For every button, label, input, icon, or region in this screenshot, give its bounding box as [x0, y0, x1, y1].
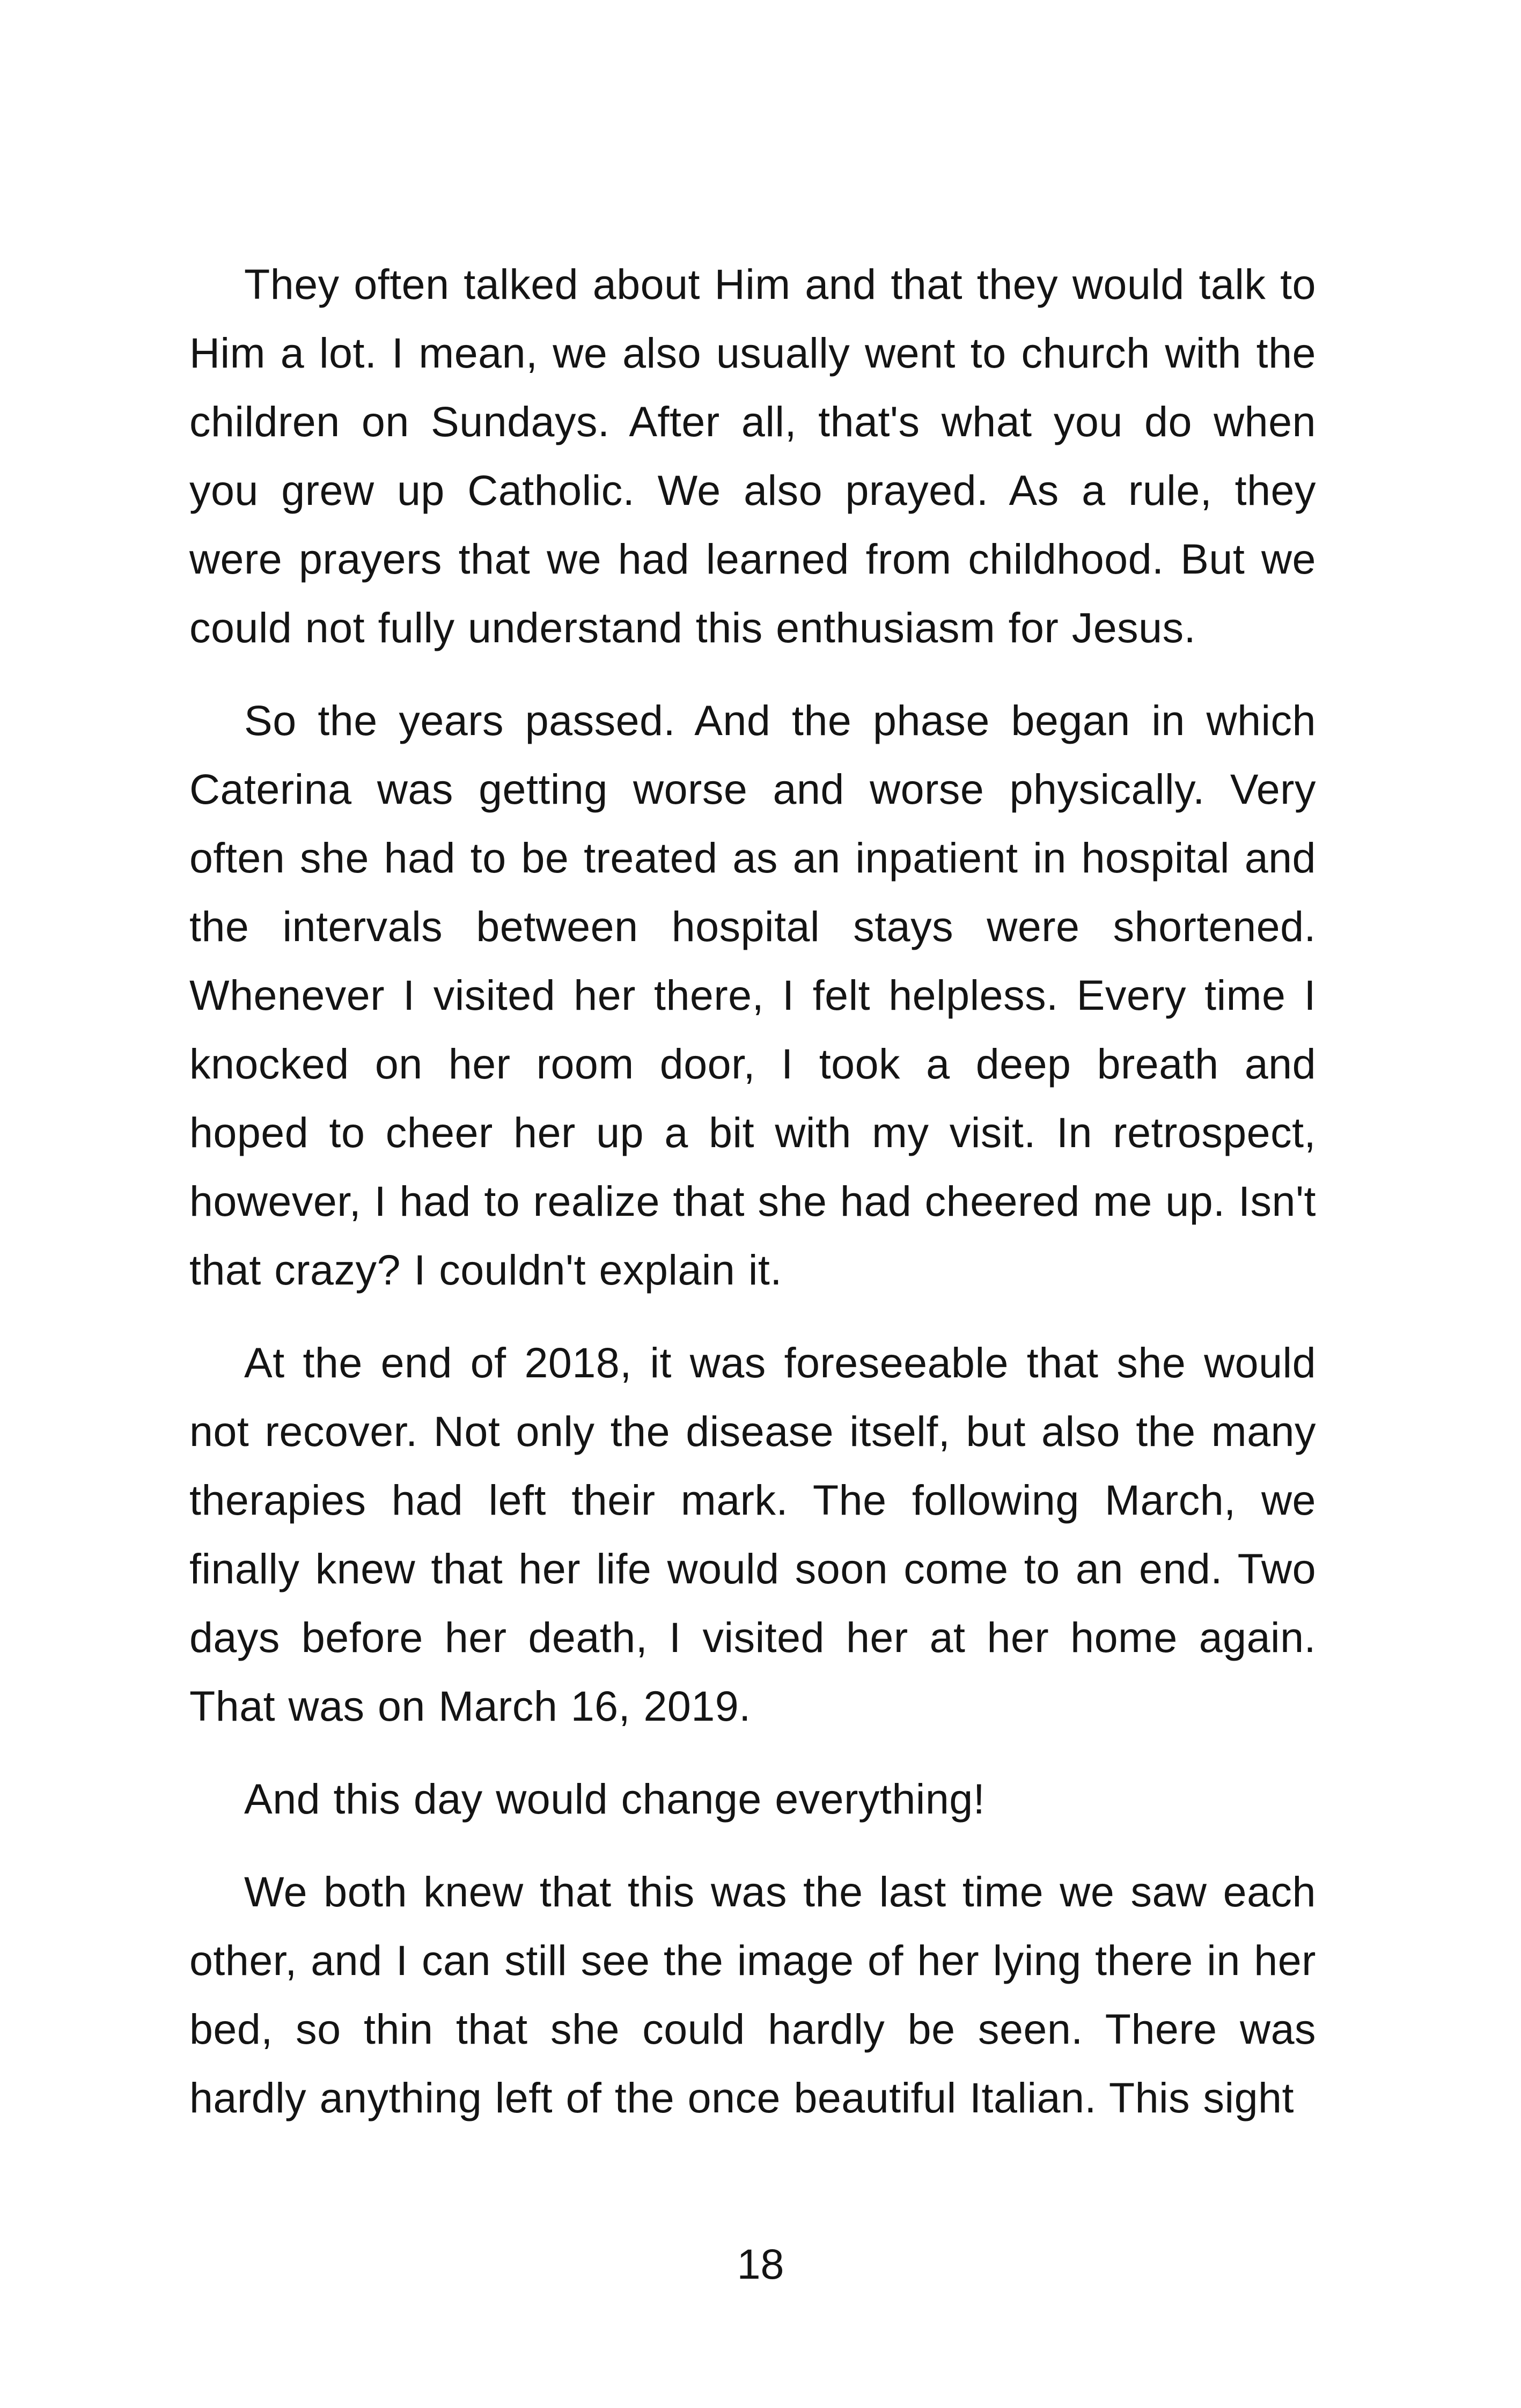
paragraph-1: They often talked about Him and that they would talk to Him a lot. I mean, we also usually went to church with the children on Sundays. After all, that's what you do when you grew up Catholic. We also prayed. As a rule, they were prayers that we had learned from childhood. But we could not fully understand this enthusiasm for Jesus.: [189, 260, 1316, 651]
paragraph-3: At the end of 2018, it was foreseeable that she would not recover. Not only the disease itself, but also the many therapies had left their mark. The following March, we finally knew that her life would soon come to an end. Two days before her death, I visited her at her home again. That was on March 16, 2019.: [189, 1339, 1316, 1730]
body-text: [189, 250, 1316, 2132]
page-number: 18: [737, 2240, 784, 2288]
paragraph-2: So the years passed. And the phase began in which Caterina was getting worse and worse physically. Very often she had to be treated as an inpatient in hospital and the intervals between hospital stays were shortened. Whenever I visited her there, I felt helpless. Every time I knocked on her room door, I took a deep breath and hoped to cheer her up a bit with my visit. In retrospect, however, I had to realize that she had cheered me up. Isn't that crazy? I couldn't explain it.: [189, 696, 1316, 1294]
paragraph-4: And this day would change everything!: [244, 1775, 986, 1823]
paragraph-5: We both knew that this was the last time we saw each other, and I can still see the image of her lying there in her bed, so thin that she could hardly be seen. There was hardly anything left of the once beautiful Italian. This sight: [189, 1868, 1316, 2121]
